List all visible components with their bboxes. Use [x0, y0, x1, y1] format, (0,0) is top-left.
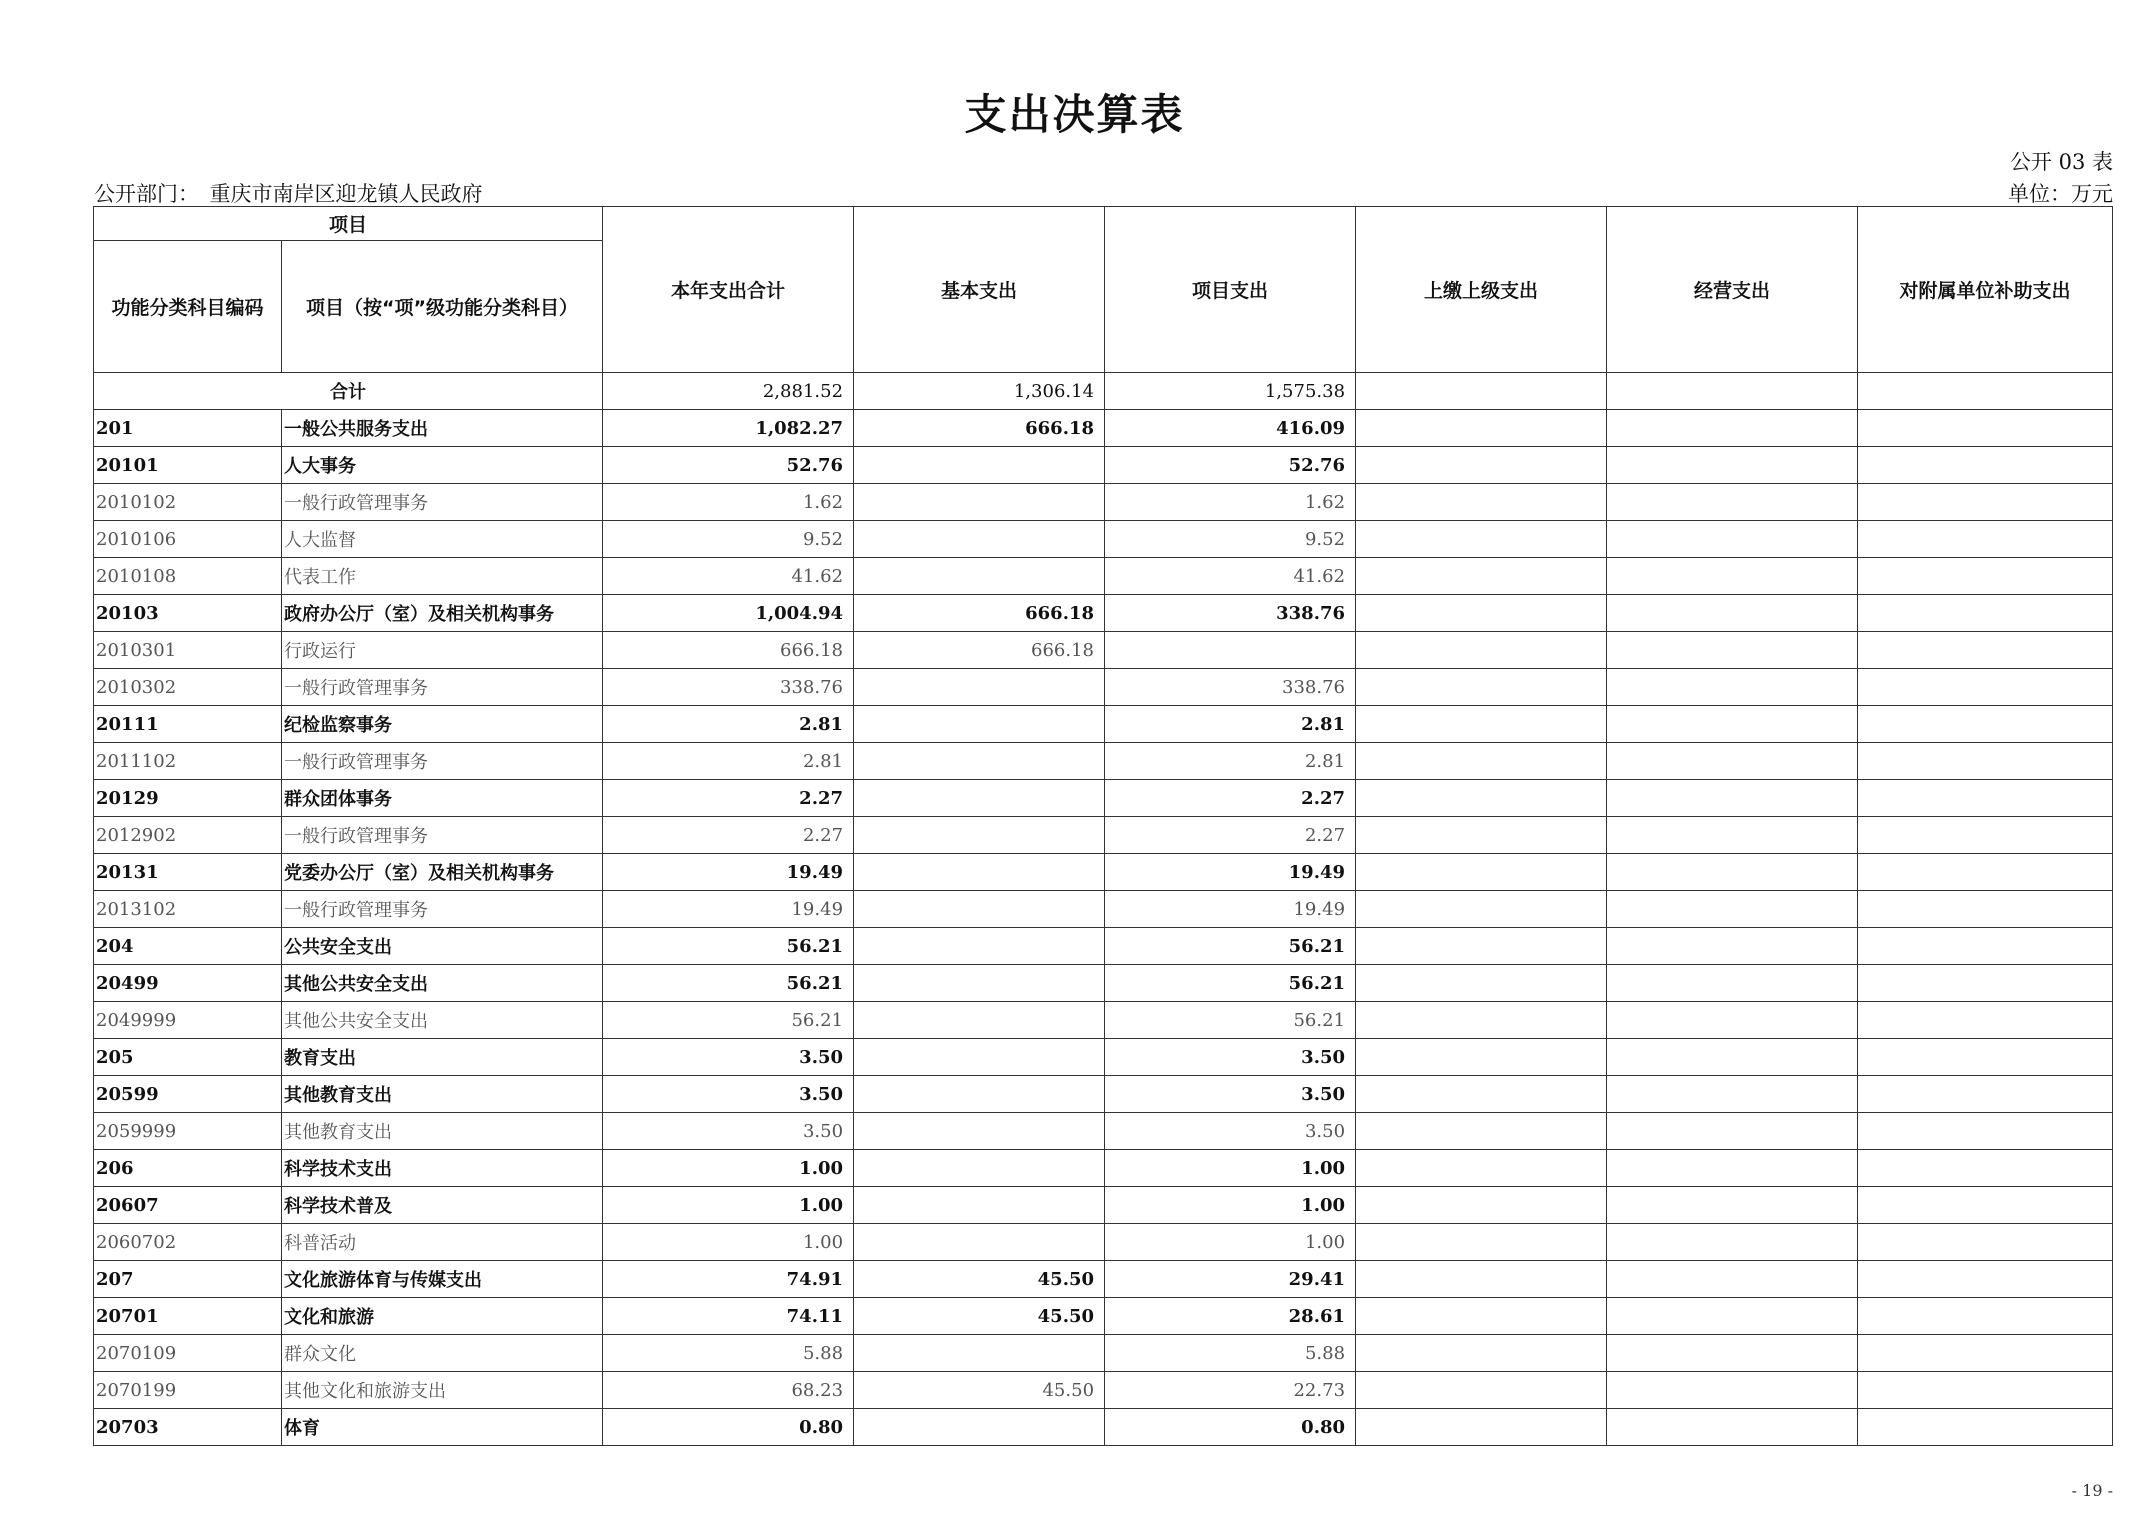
name-cell: 党委办公厅（室）及相关机构事务 — [282, 854, 603, 891]
basic-cell: 666.18 — [854, 632, 1105, 669]
project-cell: 52.76 — [1105, 447, 1356, 484]
basic-cell — [854, 1113, 1105, 1150]
business-cell — [1607, 632, 1858, 669]
total-cell: 74.91 — [603, 1261, 854, 1298]
upper-cell — [1356, 669, 1607, 706]
expenditure-table — [93, 206, 2113, 1446]
basic-cell — [854, 1335, 1105, 1372]
project-cell: 19.49 — [1105, 854, 1356, 891]
name-cell: 人大监督 — [282, 521, 603, 558]
header-name: 项目（按“项”级功能分类科目） — [282, 241, 603, 373]
upper-cell — [1356, 484, 1607, 521]
header-total: 本年支出合计 — [603, 207, 854, 373]
name-cell: 一般行政管理事务 — [282, 484, 603, 521]
business-cell — [1607, 854, 1858, 891]
project-cell: 338.76 — [1105, 595, 1356, 632]
upper-cell — [1356, 558, 1607, 595]
table-row — [94, 1039, 2113, 1076]
subsidy-cell — [1858, 1113, 2113, 1150]
code-cell: 20599 — [94, 1076, 282, 1113]
upper-cell — [1356, 743, 1607, 780]
total-cell: 3.50 — [603, 1039, 854, 1076]
total-cell: 41.62 — [603, 558, 854, 595]
total-cell: 5.88 — [603, 1335, 854, 1372]
subsidy-cell — [1858, 595, 2113, 632]
project-cell: 1.00 — [1105, 1150, 1356, 1187]
table-row — [94, 558, 2113, 595]
project-cell: 5.88 — [1105, 1335, 1356, 1372]
business-cell — [1607, 1113, 1858, 1150]
business-cell — [1607, 1187, 1858, 1224]
business-cell — [1607, 743, 1858, 780]
name-cell: 教育支出 — [282, 1039, 603, 1076]
upper-cell — [1356, 1298, 1607, 1335]
basic-cell — [854, 484, 1105, 521]
upper-cell — [1356, 780, 1607, 817]
total-cell: 2.27 — [603, 817, 854, 854]
code-cell: 2059999 — [94, 1113, 282, 1150]
total-cell: 56.21 — [603, 965, 854, 1002]
total-cell: 1.62 — [603, 484, 854, 521]
name-cell: 群众文化 — [282, 1335, 603, 1372]
upper-cell — [1356, 706, 1607, 743]
table-row — [94, 743, 2113, 780]
subsidy-cell — [1858, 632, 2113, 669]
header-code: 功能分类科目编码 — [94, 241, 282, 373]
table-row — [94, 1261, 2113, 1298]
project-cell: 1.00 — [1105, 1224, 1356, 1261]
code-cell: 205 — [94, 1039, 282, 1076]
subsidy-cell — [1858, 854, 2113, 891]
basic-cell — [854, 1409, 1105, 1446]
basic-cell — [854, 780, 1105, 817]
code-cell: 2070199 — [94, 1372, 282, 1409]
total-subsidy-cell — [1858, 373, 2113, 410]
name-cell: 一般行政管理事务 — [282, 817, 603, 854]
table-row — [94, 706, 2113, 743]
basic-cell — [854, 891, 1105, 928]
upper-cell — [1356, 1409, 1607, 1446]
subsidy-cell — [1858, 817, 2113, 854]
upper-cell — [1356, 632, 1607, 669]
subsidy-cell — [1858, 891, 2113, 928]
business-cell — [1607, 669, 1858, 706]
code-cell: 206 — [94, 1150, 282, 1187]
code-cell: 2011102 — [94, 743, 282, 780]
total-cell: 2.81 — [603, 706, 854, 743]
subsidy-cell — [1858, 780, 2113, 817]
project-cell: 3.50 — [1105, 1039, 1356, 1076]
basic-cell — [854, 521, 1105, 558]
total-cell: 1,004.94 — [603, 595, 854, 632]
basic-cell — [854, 1039, 1105, 1076]
code-cell: 20499 — [94, 965, 282, 1002]
code-cell: 2010301 — [94, 632, 282, 669]
subsidy-cell — [1858, 1039, 2113, 1076]
code-cell: 2010106 — [94, 521, 282, 558]
basic-cell — [854, 817, 1105, 854]
name-cell: 其他教育支出 — [282, 1113, 603, 1150]
header-basic: 基本支出 — [854, 207, 1105, 373]
table-row — [94, 1076, 2113, 1113]
table-row — [94, 669, 2113, 706]
code-cell: 2013102 — [94, 891, 282, 928]
business-cell — [1607, 484, 1858, 521]
project-cell: 338.76 — [1105, 669, 1356, 706]
upper-cell — [1356, 928, 1607, 965]
table-row — [94, 1335, 2113, 1372]
table-row — [94, 447, 2113, 484]
project-cell: 56.21 — [1105, 928, 1356, 965]
business-cell — [1607, 1261, 1858, 1298]
project-cell: 9.52 — [1105, 521, 1356, 558]
total-cell: 1,082.27 — [603, 410, 854, 447]
basic-cell: 45.50 — [854, 1372, 1105, 1409]
header-business: 经营支出 — [1607, 207, 1858, 373]
total-cell: 52.76 — [603, 447, 854, 484]
upper-cell — [1356, 1335, 1607, 1372]
basic-cell — [854, 743, 1105, 780]
business-cell — [1607, 1335, 1858, 1372]
basic-cell — [854, 558, 1105, 595]
code-cell: 20703 — [94, 1409, 282, 1446]
code-cell: 20701 — [94, 1298, 282, 1335]
basic-cell — [854, 706, 1105, 743]
subsidy-cell — [1858, 1372, 2113, 1409]
project-cell: 2.27 — [1105, 817, 1356, 854]
project-cell: 56.21 — [1105, 965, 1356, 1002]
subsidy-cell — [1858, 1150, 2113, 1187]
name-cell: 其他公共安全支出 — [282, 965, 603, 1002]
basic-cell — [854, 965, 1105, 1002]
subsidy-cell — [1858, 447, 2113, 484]
name-cell: 政府办公厅（室）及相关机构事务 — [282, 595, 603, 632]
project-cell: 56.21 — [1105, 1002, 1356, 1039]
total-cell: 19.49 — [603, 854, 854, 891]
total-cell: 2,881.52 — [603, 373, 854, 410]
basic-cell: 45.50 — [854, 1298, 1105, 1335]
table-row — [94, 854, 2113, 891]
name-cell: 一般行政管理事务 — [282, 669, 603, 706]
upper-cell — [1356, 447, 1607, 484]
basic-cell — [854, 1224, 1105, 1261]
total-cell: 338.76 — [603, 669, 854, 706]
business-cell — [1607, 780, 1858, 817]
upper-cell — [1356, 595, 1607, 632]
total-cell: 74.11 — [603, 1298, 854, 1335]
code-cell: 2049999 — [94, 1002, 282, 1039]
project-cell: 2.27 — [1105, 780, 1356, 817]
project-cell: 22.73 — [1105, 1372, 1356, 1409]
subsidy-cell — [1858, 1224, 2113, 1261]
basic-cell — [854, 1187, 1105, 1224]
project-cell: 3.50 — [1105, 1076, 1356, 1113]
business-cell — [1607, 891, 1858, 928]
business-cell — [1607, 928, 1858, 965]
basic-cell — [854, 1150, 1105, 1187]
upper-cell — [1356, 891, 1607, 928]
upper-cell — [1356, 521, 1607, 558]
business-cell — [1607, 1224, 1858, 1261]
code-cell: 20607 — [94, 1187, 282, 1224]
header-project-group: 项目 — [94, 207, 603, 241]
total-business-cell — [1607, 373, 1858, 410]
total-cell: 0.80 — [603, 1409, 854, 1446]
business-cell — [1607, 1298, 1858, 1335]
upper-cell — [1356, 1224, 1607, 1261]
code-cell: 20111 — [94, 706, 282, 743]
name-cell: 其他公共安全支出 — [282, 1002, 603, 1039]
total-upper-cell — [1356, 373, 1607, 410]
subsidy-cell — [1858, 706, 2113, 743]
basic-cell — [854, 1002, 1105, 1039]
table-row — [94, 521, 2113, 558]
table-row — [94, 1002, 2113, 1039]
name-cell: 文化和旅游 — [282, 1298, 603, 1335]
code-cell: 2060702 — [94, 1224, 282, 1261]
business-cell — [1607, 410, 1858, 447]
code-cell: 2010302 — [94, 669, 282, 706]
total-label: 合计 — [94, 373, 603, 410]
subsidy-cell — [1858, 558, 2113, 595]
table-row — [94, 484, 2113, 521]
project-cell: 1.62 — [1105, 484, 1356, 521]
code-cell: 2070109 — [94, 1335, 282, 1372]
table-row — [94, 1187, 2113, 1224]
table-row — [94, 1150, 2113, 1187]
basic-cell — [854, 854, 1105, 891]
total-cell: 3.50 — [603, 1076, 854, 1113]
code-cell: 2012902 — [94, 817, 282, 854]
table-row — [94, 891, 2113, 928]
table-row — [94, 1372, 2113, 1409]
project-cell: 3.50 — [1105, 1113, 1356, 1150]
table-row — [94, 1298, 2113, 1335]
total-cell: 56.21 — [603, 1002, 854, 1039]
table-row — [94, 595, 2113, 632]
total-cell: 1.00 — [603, 1187, 854, 1224]
table-row — [94, 1224, 2113, 1261]
name-cell: 行政运行 — [282, 632, 603, 669]
header-project: 项目支出 — [1105, 207, 1356, 373]
code-cell: 20101 — [94, 447, 282, 484]
department-label: 公开部门： 重庆市南岸区迎龙镇人民政府 — [94, 182, 483, 206]
basic-cell: 666.18 — [854, 595, 1105, 632]
code-cell: 201 — [94, 410, 282, 447]
code-cell: 20129 — [94, 780, 282, 817]
name-cell: 一般行政管理事务 — [282, 743, 603, 780]
total-cell: 2.27 — [603, 780, 854, 817]
project-cell: 416.09 — [1105, 410, 1356, 447]
name-cell: 科普活动 — [282, 1224, 603, 1261]
subsidy-cell — [1858, 1076, 2113, 1113]
project-cell: 0.80 — [1105, 1409, 1356, 1446]
business-cell — [1607, 1150, 1858, 1187]
header-subsidy: 对附属单位补助支出 — [1858, 207, 2113, 373]
business-cell — [1607, 817, 1858, 854]
project-cell — [1105, 632, 1356, 669]
name-cell: 公共安全支出 — [282, 928, 603, 965]
code-cell: 2010102 — [94, 484, 282, 521]
basic-cell: 666.18 — [854, 410, 1105, 447]
upper-cell — [1356, 1150, 1607, 1187]
subsidy-cell — [1858, 1261, 2113, 1298]
total-cell: 1.00 — [603, 1224, 854, 1261]
upper-cell — [1356, 817, 1607, 854]
basic-cell — [854, 447, 1105, 484]
business-cell — [1607, 1039, 1858, 1076]
business-cell — [1607, 1002, 1858, 1039]
table-row — [94, 1113, 2113, 1150]
business-cell — [1607, 521, 1858, 558]
total-project-cell: 1,575.38 — [1105, 373, 1356, 410]
unit-label: 单位：万元 — [2008, 182, 2113, 206]
subsidy-cell — [1858, 743, 2113, 780]
business-cell — [1607, 558, 1858, 595]
total-cell: 9.52 — [603, 521, 854, 558]
basic-cell — [854, 928, 1105, 965]
name-cell: 科学技术普及 — [282, 1187, 603, 1224]
total-cell: 19.49 — [603, 891, 854, 928]
code-cell: 207 — [94, 1261, 282, 1298]
upper-cell — [1356, 1002, 1607, 1039]
code-cell: 20131 — [94, 854, 282, 891]
code-cell: 204 — [94, 928, 282, 965]
upper-cell — [1356, 1039, 1607, 1076]
total-cell: 1.00 — [603, 1150, 854, 1187]
subsidy-cell — [1858, 410, 2113, 447]
header-upper: 上缴上级支出 — [1356, 207, 1607, 373]
page-number: - 19 - — [2071, 1481, 2113, 1500]
subsidy-cell — [1858, 965, 2113, 1002]
name-cell: 其他教育支出 — [282, 1076, 603, 1113]
total-cell: 68.23 — [603, 1372, 854, 1409]
table-number: 公开 03 表 — [2009, 150, 2113, 174]
upper-cell — [1356, 1187, 1607, 1224]
business-cell — [1607, 447, 1858, 484]
subsidy-cell — [1858, 928, 2113, 965]
project-cell: 41.62 — [1105, 558, 1356, 595]
page-title: 支出决算表 — [964, 90, 1185, 139]
project-cell: 2.81 — [1105, 706, 1356, 743]
basic-cell — [854, 1076, 1105, 1113]
name-cell: 群众团体事务 — [282, 780, 603, 817]
name-cell: 其他文化和旅游支出 — [282, 1372, 603, 1409]
code-cell: 2010108 — [94, 558, 282, 595]
name-cell: 科学技术支出 — [282, 1150, 603, 1187]
subsidy-cell — [1858, 484, 2113, 521]
name-cell: 人大事务 — [282, 447, 603, 484]
subsidy-cell — [1858, 669, 2113, 706]
name-cell: 一般公共服务支出 — [282, 410, 603, 447]
table-row — [94, 928, 2113, 965]
basic-cell — [854, 669, 1105, 706]
table-row — [94, 780, 2113, 817]
name-cell: 体育 — [282, 1409, 603, 1446]
project-cell: 1.00 — [1105, 1187, 1356, 1224]
table-row — [94, 632, 2113, 669]
basic-cell: 45.50 — [854, 1261, 1105, 1298]
table-row — [94, 965, 2113, 1002]
project-cell: 29.41 — [1105, 1261, 1356, 1298]
business-cell — [1607, 595, 1858, 632]
project-cell: 19.49 — [1105, 891, 1356, 928]
subsidy-cell — [1858, 1335, 2113, 1372]
business-cell — [1607, 706, 1858, 743]
total-cell: 666.18 — [603, 632, 854, 669]
table-row — [94, 817, 2113, 854]
business-cell — [1607, 1409, 1858, 1446]
upper-cell — [1356, 1076, 1607, 1113]
upper-cell — [1356, 854, 1607, 891]
subsidy-cell — [1858, 1298, 2113, 1335]
name-cell: 文化旅游体育与传媒支出 — [282, 1261, 603, 1298]
subsidy-cell — [1858, 1187, 2113, 1224]
total-cell: 56.21 — [603, 928, 854, 965]
subsidy-cell — [1858, 1002, 2113, 1039]
project-cell: 28.61 — [1105, 1298, 1356, 1335]
table-row — [94, 1409, 2113, 1446]
upper-cell — [1356, 1372, 1607, 1409]
total-basic-cell: 1,306.14 — [854, 373, 1105, 410]
name-cell: 纪检监察事务 — [282, 706, 603, 743]
project-cell: 2.81 — [1105, 743, 1356, 780]
table-row — [94, 410, 2113, 447]
upper-cell — [1356, 1113, 1607, 1150]
business-cell — [1607, 1372, 1858, 1409]
name-cell: 一般行政管理事务 — [282, 891, 603, 928]
upper-cell — [1356, 965, 1607, 1002]
subsidy-cell — [1858, 1409, 2113, 1446]
name-cell: 代表工作 — [282, 558, 603, 595]
total-row — [94, 373, 2113, 410]
business-cell — [1607, 965, 1858, 1002]
total-cell: 2.81 — [603, 743, 854, 780]
business-cell — [1607, 1076, 1858, 1113]
total-cell: 3.50 — [603, 1113, 854, 1150]
upper-cell — [1356, 1261, 1607, 1298]
code-cell: 20103 — [94, 595, 282, 632]
upper-cell — [1356, 410, 1607, 447]
subsidy-cell — [1858, 521, 2113, 558]
